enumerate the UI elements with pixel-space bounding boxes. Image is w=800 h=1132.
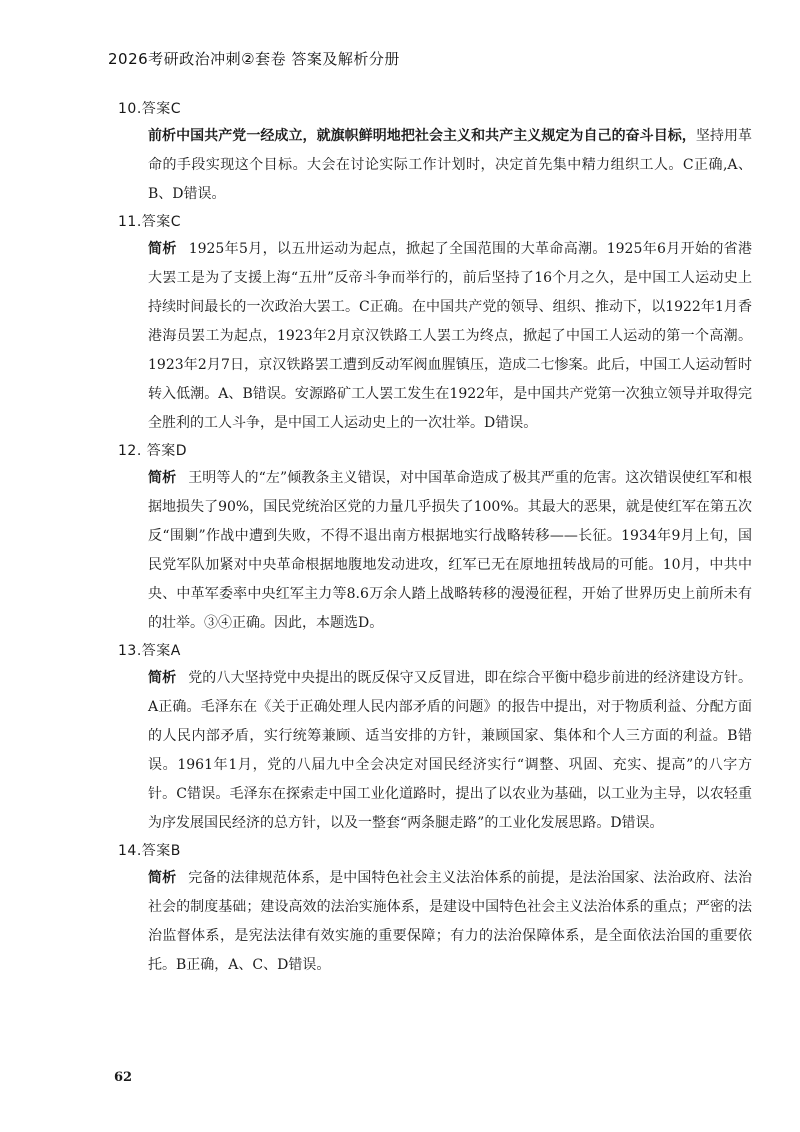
explanation-text (148, 464, 752, 638)
answer-label: 13.答案A (118, 643, 181, 659)
answer-list (118, 96, 758, 980)
explanation-text (148, 122, 752, 209)
answer-label: 10.答案C (118, 101, 182, 117)
explanation-text (148, 864, 752, 980)
page-number: 62 (114, 1070, 133, 1085)
explanation-body: 1925年5月，以五卅运动为起点，掀起了全国范围的大革命高潮。1925年6月开始的省港大罢工是为了支援上海“五卅”反帝斗争而举行的，前后坚持了16个月之久，是中国工人运动史上持续时间最长的一次政治大罢工。C正确。在中国共产党的领导、组织、推动下，以1922年1月香港海员罢工为起点，1923年2月京汉铁路工人罢工为终点，掀起了中国工人运动的第一个高潮。1923年2月7日，京汉铁路罢工遭到反动军阀血腥镇压，造成二七惨案。此后，中国工人运动暂时转入低潮。A、B错误。安源路矿工人罢工发生在1922年，是中国共产党第一次独立领导并取得完全胜利的工人斗争，是中国工人运动史上的一次壮举。D错误。 (148, 241, 752, 431)
explanation-body: 党的八大坚持党中央提出的既反保守又反冒进，即在综合平衡中稳步前进的经济建设方针。A正确。毛泽东在《关于正确处理人民内部矛盾的问题》的报告中提出，对于物质利益、分配方面的人民内部矛盾，实行统筹兼顾、适当安排的方针，兼顾国家、集体和个人三方面的利益。B错误。1961年1月，党的八届九中全会决定对国民经济实行“调整、巩固、充实、提高”的八字方针。C错误。毛泽东在探索走中国工业化道路时，提出了以农业为基础，以工业为主导，以农轻重为序发展国民经济的总方针，以及一整套“两条腿走路”的工业化发展思路。D错误。 (148, 670, 753, 831)
answer-label: 14.答案B (118, 843, 181, 859)
analysis-label: 简析 (148, 870, 177, 886)
explanation-text (148, 235, 752, 438)
answer-item-12 (118, 438, 758, 638)
analysis-label: 简析 (148, 241, 177, 257)
analysis-label: 简析 (148, 470, 177, 486)
explanation-bold-lead: 前析中国共产党一经成立，就旗帜鲜明地把社会主义和共产主义规定为自己的奋斗目标， (148, 128, 696, 144)
page-header-title: 2026考研政治冲刺②套卷 答案及解析分册 (108, 50, 400, 68)
explanation-body: 坚持用革命的手段实现这个目标。大会在讨论实际工作计划时，决定首先集中精力组织工人。C正确,A、B、D错误。 (148, 128, 753, 202)
explanation-body: 完备的法律规范体系，是中国特色社会主义法治体系的前提，是法治国家、法治政府、法治社会的制度基础；建设高效的法治实施体系，是建设中国特色社会主义法治体系的重点；严密的法治监督体系，是宪法法律有效实施的重要保障；有力的法治保障体系，是全面依法治国的重要依托。B正确，A、C、D错误。 (148, 870, 753, 973)
answer-label: 11.答案C (118, 214, 182, 230)
answer-label: 12. 答案D (118, 443, 187, 459)
answer-item-10 (118, 96, 758, 209)
analysis-label: 简析 (148, 670, 177, 686)
answer-item-11 (118, 209, 758, 438)
explanation-body: 王明等人的“左”倾教条主义错误，对中国革命造成了极其严重的危害。这次错误使红军和根据地损失了90%，国民党统治区党的力量几乎损失了100%。其最大的恶果，就是使红军在第五次反“围剿”作战中遭到失败，不得不退出南方根据地实行战略转移——长征。1934年9月上旬，国民党军队加紧对中央革命根据地腹地发动进攻，红军已无在原地扭转战局的可能。10月，中共中央、中革军委率中央红军主力等8.6万余人踏上战略转移的漫漫征程，开始了世界历史上前所未有的壮举。③④正确。因此，本题选D。 (148, 470, 753, 631)
explanation-text (148, 664, 752, 838)
answer-item-14 (118, 838, 758, 980)
answer-item-13 (118, 638, 758, 838)
